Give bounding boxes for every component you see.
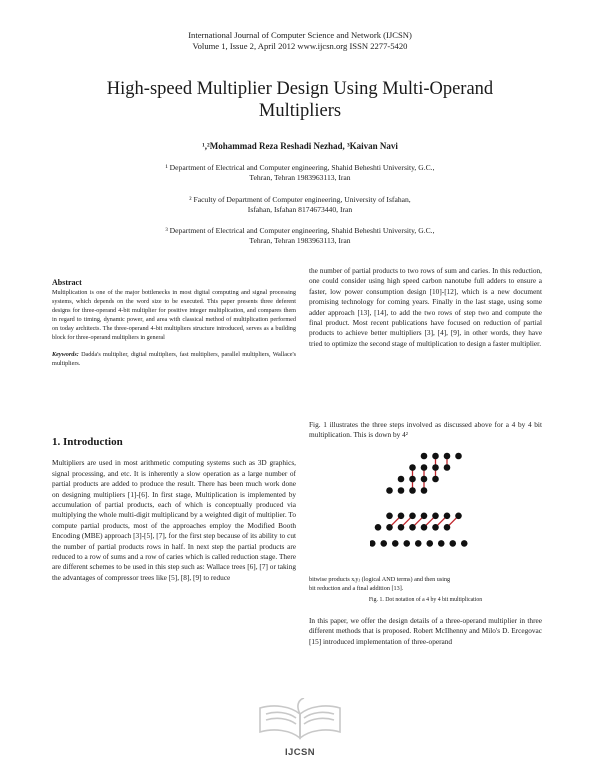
affiliation-2-line-1: ² Faculty of Department of Computer engineering, University of Isfahan, bbox=[189, 195, 411, 204]
para-3-line-2: bit reduction and a final addition [13]. bbox=[309, 585, 404, 592]
affiliation-3-line-2: Tehran, Tehran 1983963113, Iran bbox=[249, 236, 351, 245]
title-line-2: Multipliers bbox=[258, 101, 342, 121]
bit-dot bbox=[421, 524, 428, 531]
bit-dot bbox=[375, 524, 382, 531]
bit-dot bbox=[432, 513, 439, 520]
abstract-text: Multiplication is one of the major bottlenecks in most digital computing and signal processing systems, which depends on the word size to be executed. This paper presents three deferent designs for three-operand 4-bit multiplier for positive integer multiplication, and compares them in regard to timing, dynamic power, and area with classical method of multiplication performed on today architects. The three-operand 4-bit multipliers structure introduced, serves as a building block for three-operand multipliers in general bbox=[52, 289, 296, 342]
affiliation-1 bbox=[80, 163, 520, 183]
bit-dot bbox=[409, 513, 416, 520]
bit-dot bbox=[444, 464, 451, 471]
bit-dot bbox=[432, 476, 439, 483]
bit-dot bbox=[444, 453, 451, 460]
bit-dot bbox=[432, 464, 439, 471]
bit-dot bbox=[398, 513, 405, 520]
bit-dot bbox=[409, 487, 416, 494]
bit-dot bbox=[409, 476, 416, 483]
right-column-para-3 bbox=[309, 575, 542, 593]
bit-dot bbox=[415, 540, 422, 547]
affiliation-3-line-1: ³ Department of Electrical and Computer engineering, Shahid Beheshti University, G.C., bbox=[165, 226, 435, 235]
bit-dot bbox=[398, 524, 405, 531]
introduction-text: Multipliers are used in most arithmetic computing systems such as 3D graphics, signal processing, and etc. It is inherently a slow operation as a large number of partial products are added to produce the result. There has been much work done on designing multipliers [1]-[6]. In first stage, Multiplication is implemented by accumulation of partial products, each of which is conceptually produced via multiplying the whole multi-digit multiplicand by a weighted digit of multiplier. To compute partial products, most of the approaches employ the Modified Booth Encoding (MBE) approach [3]-[5], [7], for the first step because of its ability to cut the number of partial products rows in half. In next step the partial products are reduced to a row of sums and a row of caries which is called reduction stage. There are different schemes to be used in this step such as: Wallace trees [6], [7] or taking the advantages of compressor trees like [5], [8], [9] to reduce bbox=[52, 458, 296, 582]
bit-dot bbox=[426, 540, 433, 547]
bit-dot bbox=[421, 476, 428, 483]
bit-dot bbox=[386, 487, 393, 494]
affiliation-1-line-1: ¹ Department of Electrical and Computer engineering, Shahid Beheshti University, G.C., bbox=[165, 163, 435, 172]
journal-header bbox=[0, 30, 600, 51]
ijcsn-logo bbox=[254, 698, 346, 762]
dot-notation-figure bbox=[370, 450, 488, 570]
keywords-text: Dadda's multiplier, digital multipliers, fast multipliers, parallel multipliers, Wallace's multipliers. bbox=[52, 351, 296, 368]
introduction-section bbox=[52, 437, 296, 583]
bit-dot bbox=[380, 540, 387, 547]
bit-dot bbox=[444, 524, 451, 531]
right-column-para-4: In this paper, we offer the design details of a three-operand multiplier in three different methods that is proposed. Robert McIlhenny and Milo's D. Ercegovac [15] introduced implementation of three-operand bbox=[309, 616, 542, 646]
bit-dot bbox=[386, 513, 393, 520]
author-list: ¹,²Mohammad Reza Reshadi Nezhad, ³Kaivan Navi bbox=[202, 141, 398, 151]
bit-dot bbox=[398, 476, 405, 483]
bit-dot bbox=[392, 540, 399, 547]
bit-dot bbox=[409, 464, 416, 471]
bit-dot bbox=[386, 524, 393, 531]
bit-dot bbox=[421, 453, 428, 460]
para-3-line-1: bitwise products xᵢyⱼ (logical AND terms) and then using bbox=[309, 576, 451, 583]
journal-line-1: International Journal of Computer Science and Network (IJCSN) bbox=[188, 30, 412, 40]
bit-dot bbox=[421, 487, 428, 494]
affiliation-2-line-2: Isfahan, Isfahan 8174673440, Iran bbox=[247, 205, 353, 214]
bit-dot bbox=[403, 540, 410, 547]
logo-text: IJCSN bbox=[285, 747, 315, 758]
paper-title bbox=[40, 78, 560, 122]
bit-dot bbox=[421, 513, 428, 520]
bit-dot bbox=[398, 487, 405, 494]
right-column-para-1: the number of partial products to two rows of sum and caries. In this reduction, one could consider using high speed carbon nanotube full adders to ensure a faster, low power consumption design [10]-[12], which is a new document promising technology for coming years. Finally in the last stage, using some adder approach [13], [14], to add the two rows of step two and compute the final product. Most recent publications have focused on reduction of partial products to achieve better multipliers [3], [4], [9], in other words, they have tried to optimize the second stage of multiplication to design a faster multiplier. bbox=[309, 266, 542, 348]
bit-dot bbox=[409, 524, 416, 531]
bit-dot bbox=[438, 540, 445, 547]
affiliation-1-line-2: Tehran, Tehran 1983963113, Iran bbox=[249, 173, 351, 182]
title-line-1: High-speed Multiplier Design Using Multi-Operand bbox=[106, 79, 494, 99]
abstract-heading: Abstract bbox=[52, 278, 82, 287]
introduction-heading: 1. Introduction bbox=[52, 436, 123, 448]
bit-dot bbox=[449, 540, 456, 547]
bit-dot bbox=[370, 540, 376, 547]
book-icon bbox=[254, 698, 346, 742]
affiliation-2 bbox=[80, 195, 520, 215]
bit-dot bbox=[461, 540, 468, 547]
bit-dot bbox=[444, 513, 451, 520]
bit-dot bbox=[421, 464, 428, 471]
bit-dot bbox=[455, 513, 462, 520]
bit-dot bbox=[432, 524, 439, 531]
keywords-label: Keywords: bbox=[52, 351, 79, 359]
journal-line-2: Volume 1, Issue 2, April 2012 www.ijcsn.org ISSN 2277-5420 bbox=[192, 40, 408, 51]
abstract-section bbox=[52, 278, 296, 368]
bit-dot bbox=[432, 453, 439, 460]
figure-caption: Fig. 1. Dot notation of a 4 by 4 bit multiplication bbox=[368, 597, 483, 603]
keywords bbox=[52, 350, 296, 368]
affiliation-3 bbox=[80, 226, 520, 246]
bit-dot bbox=[455, 453, 462, 460]
right-column-para-2: Fig. 1 illustrates the three steps involved as discussed above for a 4 by 4 bit multiplication. This is down by 4² bbox=[309, 420, 542, 440]
